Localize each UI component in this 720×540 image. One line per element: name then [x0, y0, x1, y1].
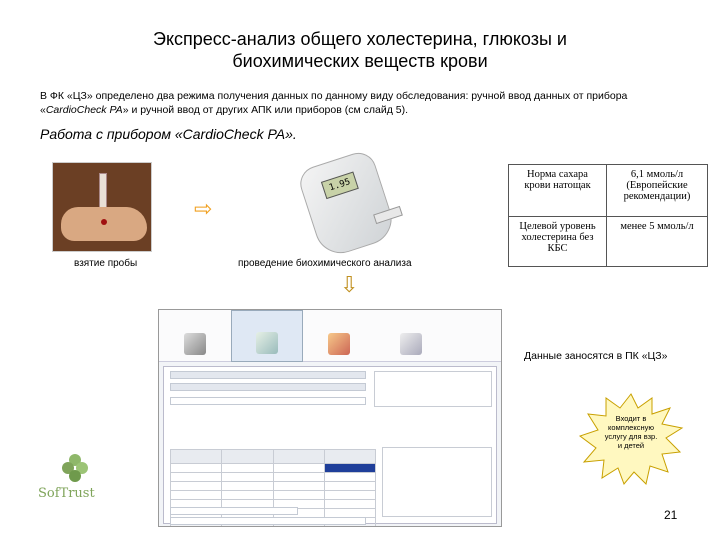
intro-part1: В ФК «ЦЗ» определено два режима получения данных по данному виду обследования: ручной ввод данных от прибора «: [40, 90, 628, 116]
norm-label: Норма сахара крови натощак: [509, 165, 607, 217]
blood-drop: [101, 219, 107, 225]
table-row: [509, 217, 708, 267]
pc-tool-express: [303, 310, 375, 362]
pc-field: [170, 397, 366, 405]
device-body: [296, 148, 399, 260]
pen-icon: [184, 333, 206, 355]
norm-value: 6,1 ммоль/л (Европейские рекомендации): [607, 165, 708, 217]
note-pc: Данные заносятся в ПК «ЦЗ»: [524, 350, 668, 362]
softrust-logo: [30, 452, 122, 512]
table-row: [171, 527, 376, 528]
caption-analysis: проведение биохимического анализа: [238, 258, 412, 269]
table-row: [171, 482, 376, 491]
badge-text: [600, 414, 662, 450]
pc-tool-device: [375, 310, 447, 362]
analyzer-icon: [256, 332, 278, 354]
pc-tool-pen: [159, 310, 231, 362]
pc-detail-box: [374, 371, 492, 407]
pc-results-grid: [170, 449, 376, 527]
norm-label: Целевой уровень холестерина без КБС: [509, 217, 607, 267]
slide-title-line2: биохимических веществ крови: [232, 51, 488, 71]
pc-field: [170, 371, 366, 379]
page-number: 21: [664, 508, 678, 522]
pc-panel: [163, 366, 497, 524]
intro-device-name: CardioCheck PA: [45, 104, 123, 116]
caption-sample: взятие пробы: [74, 258, 138, 269]
pc-empty-area: [382, 447, 492, 517]
badge-line: и детей: [617, 441, 645, 450]
slide-title-line1: Экспресс-анализ общего холестерина, глюкозы и: [153, 29, 567, 49]
clover-icon: [60, 452, 90, 486]
table-row: [509, 165, 708, 217]
service-badge: [578, 392, 684, 486]
arrow-right-icon: ⇨: [194, 196, 213, 221]
device-icon: [400, 333, 422, 355]
pc-field: [170, 383, 366, 391]
norms-table: [508, 164, 708, 267]
table-row: [171, 464, 376, 473]
section-subhead: Работа с прибором «CardioCheck PA».: [40, 126, 297, 142]
pc-tool-analysis: [231, 310, 303, 362]
thermometer-icon: [328, 333, 350, 355]
badge-line: Входит в: [615, 414, 647, 423]
badge-line: услугу для взр.: [604, 432, 658, 441]
norm-value: менее 5 ммоль/л: [607, 217, 708, 267]
slide-title: [90, 28, 630, 72]
pc-toolbar: [159, 310, 501, 362]
badge-line: комплексную: [608, 423, 654, 432]
pc-field: [170, 507, 298, 515]
intro-text: [40, 89, 680, 117]
table-row: [171, 473, 376, 482]
table-row: [171, 491, 376, 500]
cardiocheck-device-photo: [290, 150, 410, 254]
device-screen: 1.95: [321, 171, 359, 199]
pc-field: [170, 517, 366, 525]
logo-word: SofTrust: [38, 486, 95, 501]
pc-screenshot: [158, 309, 502, 527]
sample-photo: [52, 162, 152, 252]
table-row: [171, 450, 376, 464]
intro-part2: » и ручной ввод от других АПК или приборов (см слайд 5).: [122, 104, 408, 116]
arrow-down-icon: ⇩: [340, 272, 359, 297]
